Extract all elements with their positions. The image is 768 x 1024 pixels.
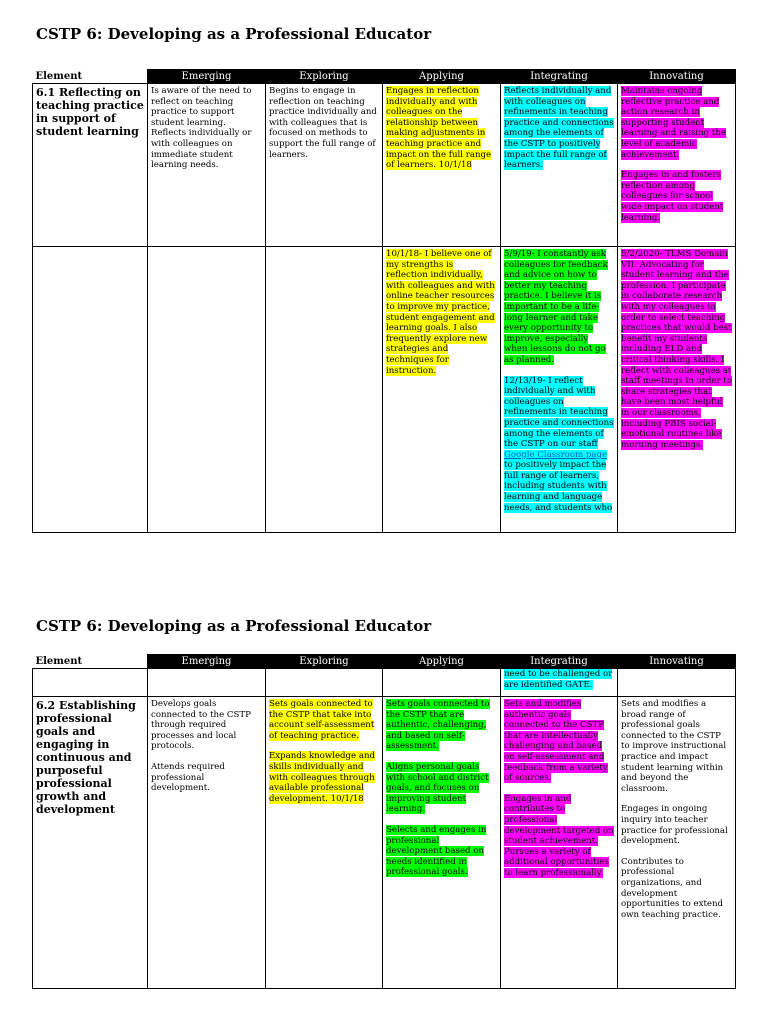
highlighted-text: Sets goals connected to the CSTP that are authentic, challenging, and based on self-assessment. [386, 699, 490, 752]
cell-integrating [501, 697, 618, 989]
level-header-emerging: Emerging [148, 70, 266, 84]
element-header: Element [33, 655, 148, 669]
cell-applying [383, 669, 501, 697]
level-header-applying: Applying [383, 70, 501, 84]
cell-integrating [501, 247, 618, 533]
level-header-exploring: Exploring [266, 70, 383, 84]
continued-text: need to be challenged or are identified GATE. [504, 669, 613, 690]
highlighted-text: Maintains ongoing reflective practice and action research in supporting student learning and raising the level of academic achievement. [621, 86, 726, 160]
table-row [33, 247, 736, 533]
highlighted-text: Aligns personal goals with school and district goals, and focuses on improving student learning. [386, 761, 489, 815]
table-row [33, 84, 736, 247]
level-header-integrating: Integrating [501, 70, 618, 84]
reflection-entry: 5/2/2020- TLMS Domain VII: Advocating for student learning and the profession. I participate in collaborate research with my colleagues in order to select teaching practices that would best benefit my students including ELD and critical thinking skills. I reflect with colleagues at staff meetings in order to share strategies that have been most helpful in our classrooms, including PBIS social-emotional routines like morning meetings. [621, 249, 732, 450]
cell-text: Sets and modifies a broad range of professional goals connected to the CSTP to improve instructional practice and impact student learning within and beyond the classroom. [621, 699, 727, 794]
element-cell [33, 247, 148, 533]
cell-exploring [266, 669, 383, 697]
element-cell: 6.2 Establishing professional goals and engaging in continuous and purposeful professional growth and development [33, 697, 148, 989]
cell-applying [383, 697, 501, 989]
element-cell: 6.1 Reflecting on teaching practice in support of student learning [33, 84, 148, 247]
reflection-entry: 5/9/19- I constantly ask colleagues for feedback and advice on how to better my teaching practice. I believe it is important to be a life-long learner and take every opportunity to improve, especially when lessons do not go as planned. [504, 249, 608, 365]
cell-innovating [618, 84, 736, 247]
table-row [33, 697, 736, 989]
cell-emerging [148, 669, 266, 697]
table-row [33, 669, 736, 697]
highlighted-text: Selects and engages in professional development based on needs identified in professional goals. [386, 824, 487, 878]
page-title: CSTP 6: Developing as a Professional Educator [36, 25, 432, 43]
cell-text: Develops goals connected to the CSTP through required processes and local protocols. [151, 699, 251, 752]
highlighted-text: Sets and modifies authentic goals connected to the CSTP that are intellectually challenging and based on self-assessment and feedback from a variety of sources. [504, 699, 608, 784]
level-header-exploring: Exploring [266, 655, 383, 669]
cell-exploring [266, 247, 383, 533]
highlighted-text: Expands knowledge and skills individually and with colleagues through available professional development. 10/1/18 [269, 751, 376, 804]
rubric-table-2 [32, 654, 736, 989]
google-classroom-link[interactable]: Google Classroom page [504, 449, 608, 460]
reflection-entry: 12/13/19- I reflect individually and with colleagues on refinements in teaching practice and connections among the elements of the CSTP on our staff Google Classroom page to positively impact the full range of learners, including students with learning and language needs, and students who [504, 375, 614, 513]
cell-emerging [148, 697, 266, 989]
rubric-table-1 [32, 69, 736, 533]
level-header-emerging: Emerging [148, 655, 266, 669]
cell-applying [383, 84, 501, 247]
cell-text: Engages in ongoing inquiry into teacher practice for professional development. [621, 804, 728, 847]
cell-integrating [501, 669, 618, 697]
highlighted-text: Reflects individually and with colleagues on refinements in teaching practice and connections among the elements of the CSTP to positively impact the full range of learners. [504, 86, 614, 171]
highlighted-text: Engages in reflection individually and with colleagues on the relationship between making adjustments in teaching practice and impact on the full range of learners. 10/1/18 [386, 86, 492, 171]
level-header-applying: Applying [383, 655, 501, 669]
element-header: Element [33, 70, 148, 84]
cell-text: Attends required professional development. [151, 761, 225, 794]
highlighted-text: Engages in and fosters reflection among colleagues for school wide impact on student learning. [621, 170, 724, 223]
cell-innovating [618, 697, 736, 989]
cell-exploring [266, 697, 383, 989]
page-title: CSTP 6: Developing as a Professional Educator [36, 617, 432, 635]
highlighted-text: Engages in and contributes to professional development targeted on student achievement. Pursues a variety of additional opportunities to learn professionally. [504, 793, 614, 878]
cell-innovating [618, 669, 736, 697]
cell-integrating [501, 84, 618, 247]
level-header-innovating: Innovating [618, 655, 736, 669]
highlighted-text: Sets goals connected to the CSTP that take into account self-assessment of teaching practice. [269, 699, 375, 741]
element-cell [33, 669, 148, 697]
cell-innovating [618, 247, 736, 533]
level-header-innovating: Innovating [618, 70, 736, 84]
cell-exploring: Begins to engage in reflection on teaching practice individually and with colleagues that is focused on methods to support the full range of learners. [266, 84, 383, 247]
reflection-entry: 10/1/18- I believe one of my strengths is reflection individually, with colleagues and with online teacher resources to improve my practice, student engagement and learning goals. I also frequently explore new strategies and techniques for instruction. [386, 249, 495, 376]
level-header-integrating: Integrating [501, 655, 618, 669]
cell-emerging: Is aware of the need to reflect on teaching practice to support student learning. Reflects individually or with colleagues on immediate student learning needs. [148, 84, 266, 247]
cell-emerging [148, 247, 266, 533]
cell-text: Contributes to professional organizations, and development opportunities to extend own teaching practice. [621, 856, 724, 920]
cell-applying [383, 247, 501, 533]
